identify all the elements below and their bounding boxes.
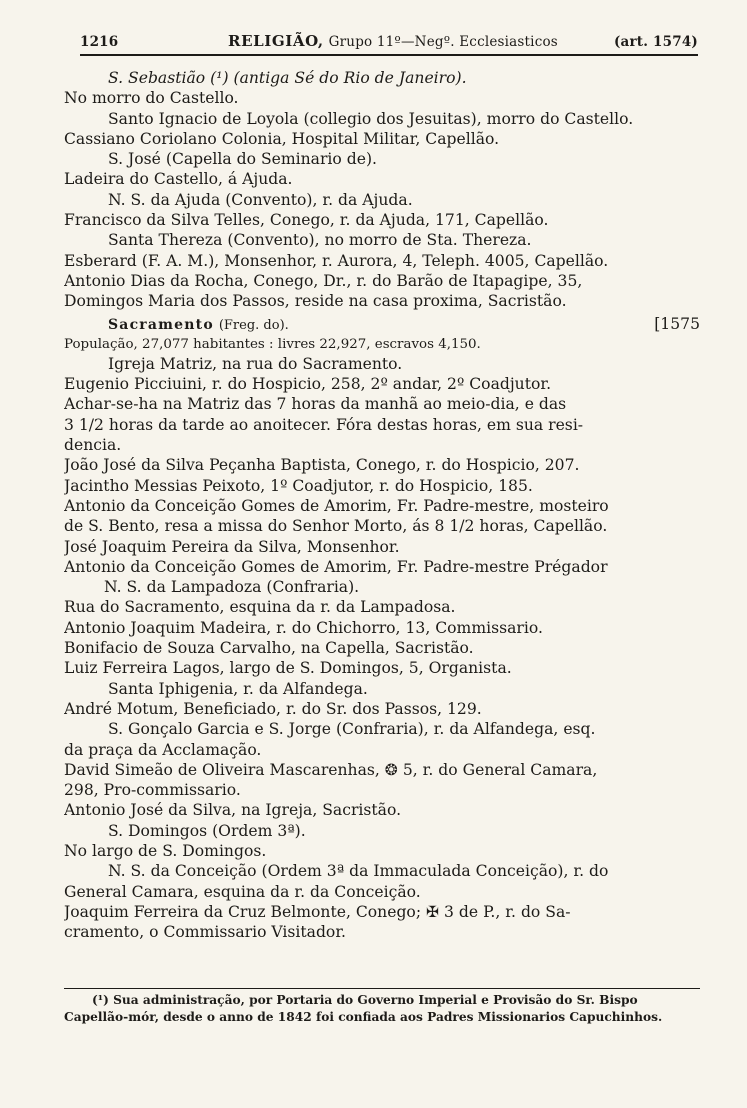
page-header <box>80 30 698 56</box>
entry-line: No morro do Castello. <box>64 89 239 108</box>
footnote <box>64 988 700 1026</box>
article-ref: (art. 1574) <box>613 34 698 50</box>
entry-line: Jacintho Messias Peixoto, 1º Coadjutor, r. do Hospicio, 185. <box>64 476 533 495</box>
population-line: População, 27,077 habitantes : livres 22,927, escravos 4,150. <box>64 336 481 352</box>
entry-line: Francisco da Silva Telles, Conego, r. da Ajuda, 171, Capellão. <box>64 211 549 230</box>
entry-line: Esberard (F. A. M.), Monsenhor, r. Aurora, 4, Teleph. 4005, Capellão. <box>64 251 609 270</box>
entry-line: S. Sebastião (¹) (antiga Sé do Rio de Janeiro). <box>108 69 467 87</box>
entry-line: Bonifacio de Souza Carvalho, na Capella, Sacristão. <box>64 639 474 658</box>
section-heading <box>64 314 700 336</box>
entry-line: General Camara, esquina da r. da Conceição. <box>64 882 421 901</box>
entry-line: Cassiano Coriolano Colonia, Hospital Militar, Capellão. <box>64 129 500 148</box>
entry-line: João José da Silva Peçanha Baptista, Conego, r. do Hospicio, 207. <box>64 456 580 475</box>
entry-line: da praça da Acclamação. <box>64 740 262 759</box>
entry-line: David Simeão de Oliveira Mascarenhas, ❂ 5, r. do General Camara, <box>64 760 598 779</box>
entry-line: N. S. da Conceição (Ordem 3ª da Immaculada Conceição), r. do <box>108 862 609 881</box>
entry-line: Antonio Joaquim Madeira, r. do Chichorro, 13, Commissario. <box>64 618 543 637</box>
entry-line: dencia. <box>64 436 122 455</box>
entry-line: Santo Ignacio de Loyola (collegio dos Jesuitas), morro do Castello. <box>108 109 634 128</box>
entry-line: Rua do Sacramento, esquina da r. da Lampadosa. <box>64 598 456 617</box>
entry-line: Santa Thereza (Convento), no morro de Sta. Thereza. <box>108 231 532 250</box>
entry-line: S. José (Capella do Seminario de). <box>108 150 378 169</box>
entry-line: No largo de S. Domingos. <box>64 841 267 860</box>
entry-line: 298, Pro-commissario. <box>64 781 241 800</box>
entry-line: Igreja Matriz, na rua do Sacramento. <box>108 354 403 373</box>
entry-line: Antonio da Conceição Gomes de Amorim, Fr. Padre-mestre Prégador <box>64 557 608 576</box>
entry-line: José Joaquim Pereira da Silva, Monsenhor. <box>64 537 400 556</box>
entry-line: Achar-se-ha na Matriz das 7 horas da manhã ao meio-dia, e das <box>64 395 567 414</box>
text-body <box>64 68 700 942</box>
entry-line: N. S. da Lampadoza (Confraria). <box>104 578 360 597</box>
header-subtitle: Grupo 11º—Negº. Ecclesiasticos <box>328 34 558 50</box>
header-title: RELIGIÃO, <box>228 32 324 50</box>
page-number: 1216 <box>80 34 119 50</box>
section-number: [1575 <box>654 314 700 333</box>
entry-line: N. S. da Ajuda (Convento), r. da Ajuda. <box>108 190 413 209</box>
section-name: Sacramento <box>108 316 214 333</box>
entry-line: cramento, o Commissario Visitador. <box>64 923 347 942</box>
entry-line: Eugenio Picciuini, r. do Hospicio, 258, 2º andar, 2º Coadjutor. <box>64 375 552 394</box>
section-freg: (Freg. do). <box>218 317 289 333</box>
entry-line: Antonio José da Silva, na Igreja, Sacristão. <box>64 801 402 820</box>
entry-line: Joaquim Ferreira da Cruz Belmonte, Conego; ✠ 3 de P., r. do Sa- <box>64 902 571 921</box>
entry-line: Santa Iphigenia, r. da Alfandega. <box>108 679 368 698</box>
footnote-line: Capellão-mór, desde o anno de 1842 foi confiada aos Padres Missionarios Capuchinhos. <box>64 1010 663 1024</box>
entry-line: S. Domingos (Ordem 3ª). <box>108 821 306 840</box>
entry-line: Luiz Ferreira Lagos, largo de S. Domingos, 5, Organista. <box>64 659 512 678</box>
entry-line: André Motum, Beneficiado, r. do Sr. dos Passos, 129. <box>64 699 482 718</box>
running-title <box>228 32 558 50</box>
entry-line: 3 1/2 horas da tarde ao anoitecer. Fóra destas horas, em sua resi- <box>64 415 584 434</box>
entry-line: S. Gonçalo Garcia e S. Jorge (Confraria), r. da Alfandega, esq. <box>108 720 596 739</box>
entry-line: Domingos Maria dos Passos, reside na casa proxima, Sacristão. <box>64 292 567 311</box>
footnote-line: (¹) Sua administração, por Portaria do Governo Imperial e Provisão do Sr. Bispo <box>92 993 638 1007</box>
entry-line: de S. Bento, resa a missa do Senhor Morto, ás 8 1/2 horas, Capellão. <box>64 517 608 536</box>
entry-line: Ladeira do Castello, á Ajuda. <box>64 170 293 189</box>
entry-line: Antonio da Conceição Gomes de Amorim, Fr. Padre-mestre, mosteiro <box>64 496 609 515</box>
entry-line: Antonio Dias da Rocha, Conego, Dr., r. do Barão de Itapagipe, 35, <box>64 271 583 290</box>
